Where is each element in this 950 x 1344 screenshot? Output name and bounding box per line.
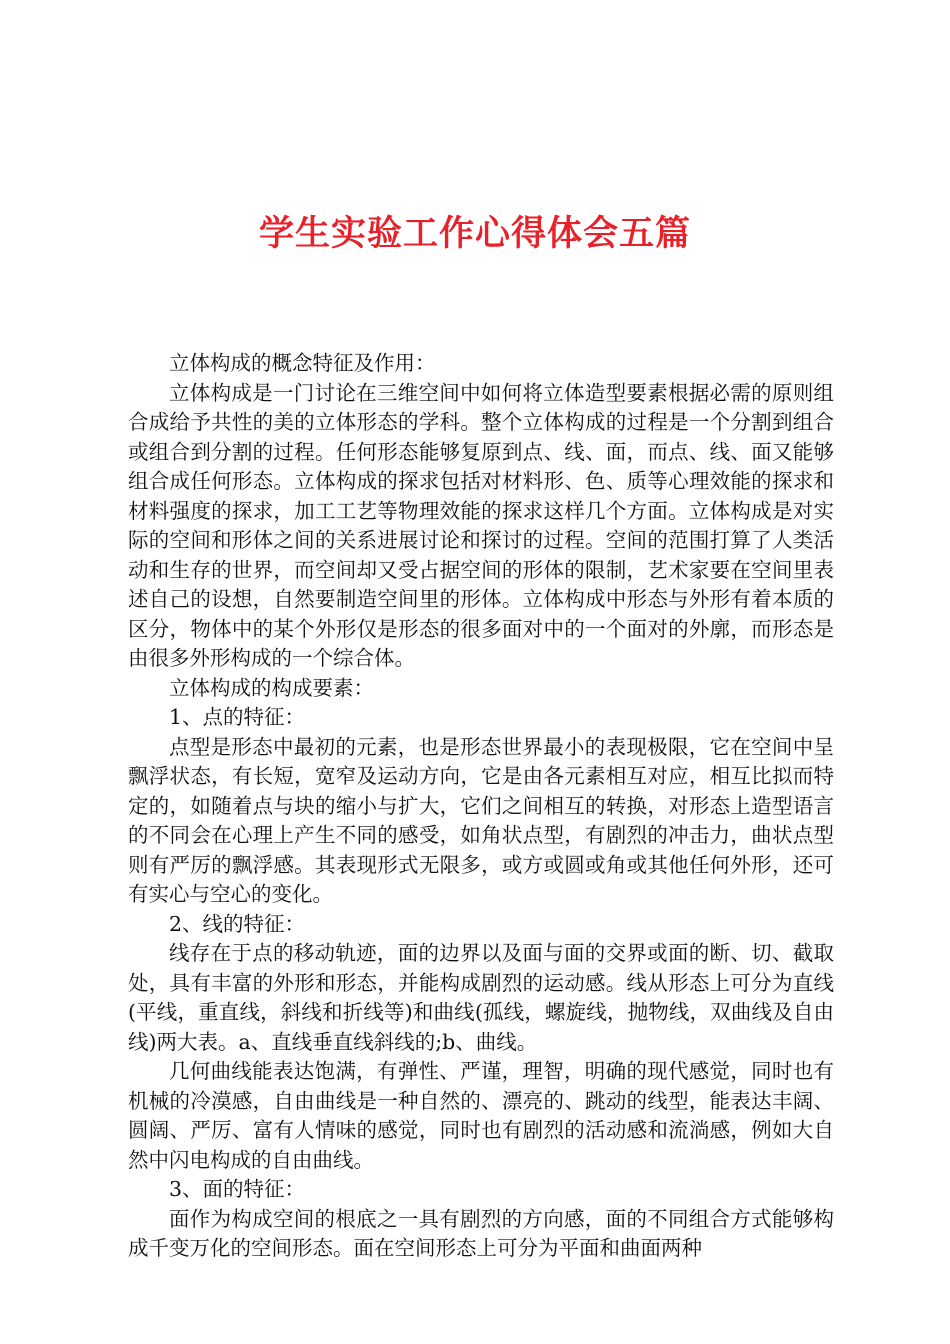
section-heading-concept: 立体构成的概念特征及作用：	[169, 351, 436, 375]
body-paragraph: 点型是形态中最初的元素，也是形态世界最小的表现极限，它在空间中呈飘浮状态，有长短，宽窄及运动方向，它是由各元素相互对应，相互比拟而特定的，如随着点与块的缩小与扩大，它们之间相互的转换，对形态上造型语言的不同会在心理上产生不同的感受，如角状点型，有剧烈的冲击力，曲状点型则有严厉的飘浮感。其表现形式无限多，或方或圆或角或其他任何外形，还可有实心与空心的变化。	[128, 734, 834, 906]
document-body	[128, 349, 834, 1264]
subheading-line: 2、线的特征：	[169, 911, 306, 936]
section-heading-elements: 立体构成的构成要素：	[169, 675, 374, 700]
body-paragraph: 面作为构成空间的根底之一具有剧烈的方向感，面的不同组合方式能够构成千变万化的空间形态。面在空间形态上可分为平面和曲面两种	[128, 1206, 834, 1260]
subheading-surface: 3、面的特征：	[169, 1177, 306, 1201]
document-title: 学生实验工作心得体会五篇	[258, 213, 691, 254]
subheading-point: 1、点的特征：	[169, 705, 306, 729]
body-paragraph: 线存在于点的移动轨迹，面的边界以及面与面的交界或面的断、切、截取处，具有丰富的外形和形态，并能构成剧烈的运动感。线从形态上可分为直线(平线，重直线，斜线和折线等)和曲线(孤线，螺旋线，抛物线，双曲线及自由线)两大表。a、直线垂直线斜线的;b、曲线。	[128, 941, 834, 1054]
body-paragraph: 立体构成是一门讨论在三维空间中如何将立体造型要素根据必需的原则组合成给予共性的美的立体形态的学科。整个立体构成的过程是一个分割到组合或组合到分割的过程。任何形态能够复原到点、线、面，而点、线、面又能够组合成任何形态。立体构成的探求包括对材料形、色、质等心理效能的探求和材料强度的探求，加工工艺等物理效能的探求这样几个方面。立体构成是对实际的空间和形体之间的关系进展讨论和探讨的过程。空间的范围打算了人类活动和生存的世界，而空间却又受占据空间的形体的限制，艺术家要在空间里表述自己的设想，自然要制造空间里的形体。立体构成中形态与外形有着本质的区分，物体中的某个外形仅是形态的很多面对中的一个面对的外廓，而形态是由很多外形构成的一个综合体。	[128, 380, 834, 670]
body-paragraph: 几何曲线能表达饱满，有弹性、严谨，理智，明确的现代感觉，同时也有机械的冷漠感，自由曲线是一种自然的、漂亮的、跳动的线型，能表达丰阔、圆阔、严厉、富有人情味的感觉，同时也有剧烈的活动感和流淌感，例如大自然中闪电构成的自由曲线。	[128, 1059, 834, 1172]
